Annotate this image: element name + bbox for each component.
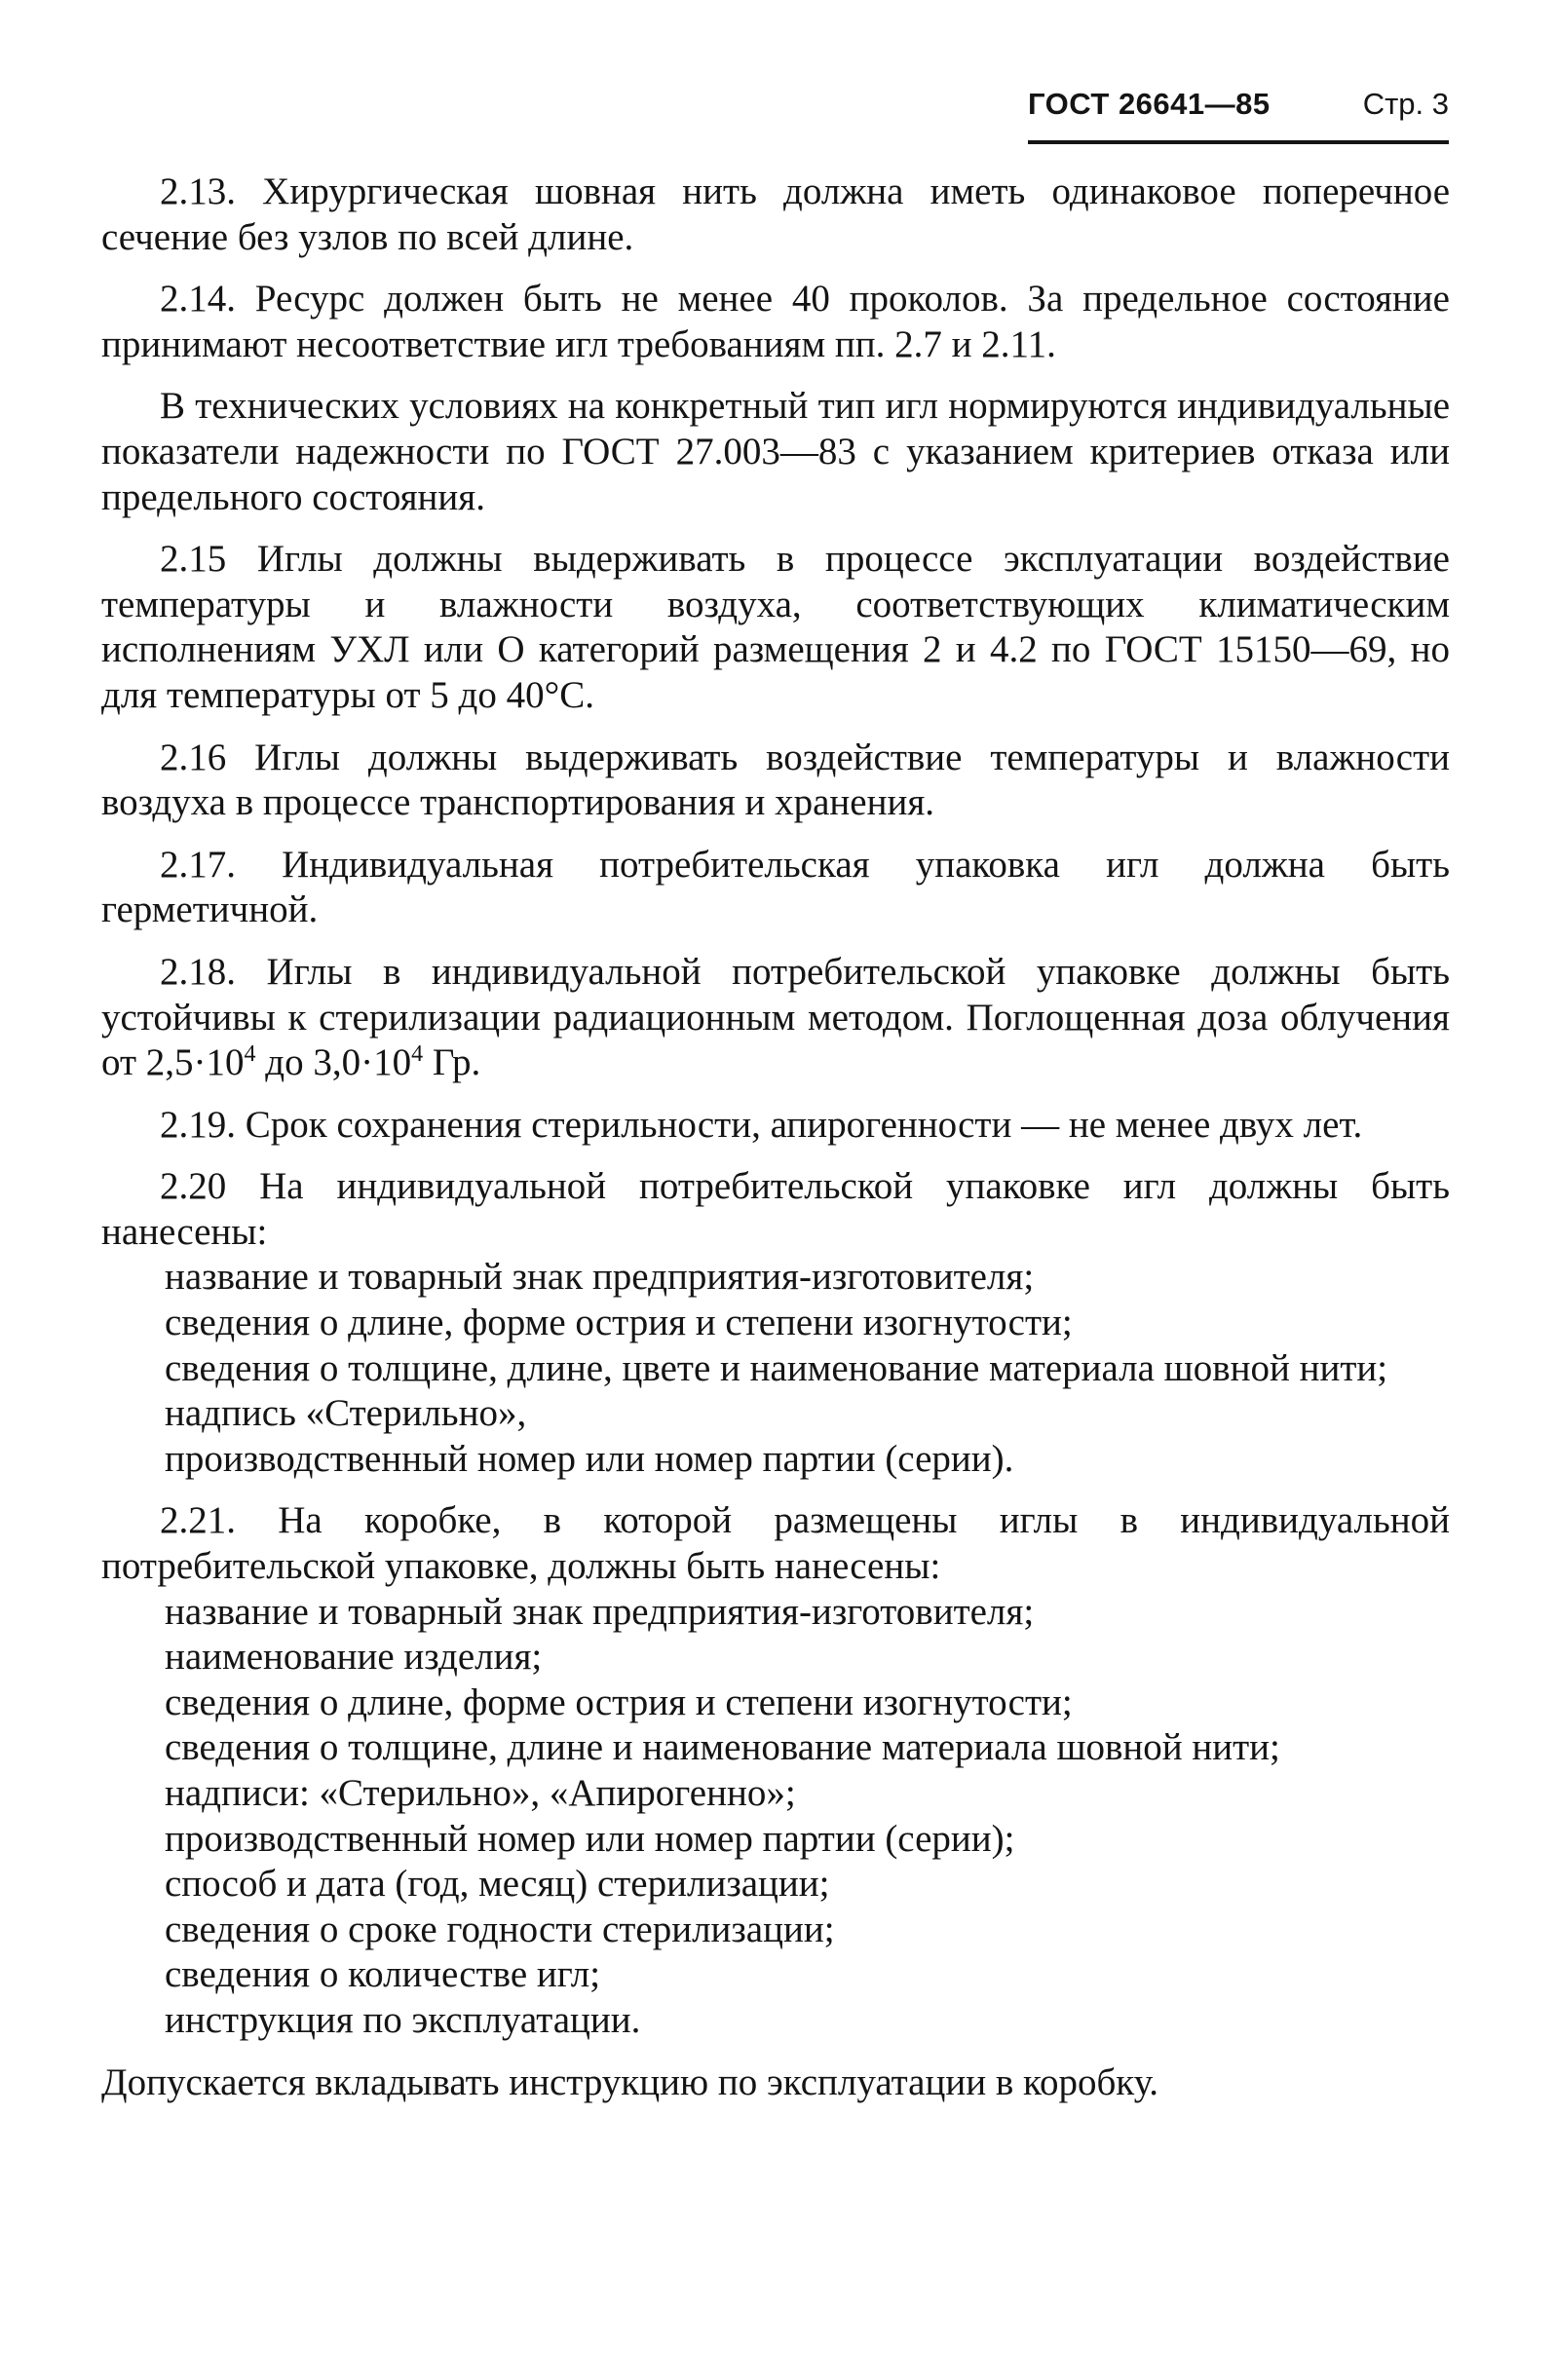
list-item: название и товарный знак предприятия-изготовителя;	[165, 1590, 1035, 1633]
exponent: 4	[411, 1041, 424, 1068]
exponent: 4	[244, 1041, 256, 1068]
clause-2-14: 2.14. Ресурс должен быть не менее 40 проколов. За предельное состояние принимают несоответствие игл требованиям пп. 2.7 и 2.11.	[101, 278, 1450, 365]
list-item: сведения о количестве игл;	[165, 1953, 601, 1996]
clause-2-18-lead: 2.18. Иглы в индивидуальной потребительской упаковке должны быть устойчивы к стерилизации радиационным методом. Поглощенная доза облучения от 2,5·10	[101, 950, 1450, 1084]
clause-2-18-tail: Гр.	[423, 1041, 481, 1084]
document-body	[101, 170, 1450, 2105]
clause-2-16: 2.16 Иглы должны выдерживать воздействие температуры и влажности воздуха в процессе транспортирования и хранения.	[101, 736, 1450, 824]
clause-2-18	[101, 950, 1450, 1086]
page-number: Стр. 3	[1362, 87, 1449, 121]
clause-2-21: 2.21. На коробке, в которой размещены иглы в индивидуальной потребительской упаковке, должны быть нанесены:	[101, 1499, 1450, 1588]
clause-2-18-mid: до 3,0·10	[255, 1041, 412, 1084]
list-item: способ и дата (год, месяц) стерилизации;	[165, 1863, 830, 1906]
clause-2-19: 2.19. Срок сохранения стерильности, апирогенности — не менее двух лет.	[160, 1103, 1363, 1146]
list-item: название и товарный знак предприятия-изготовителя;	[165, 1256, 1035, 1299]
list-item: инструкция по эксплуатации.	[165, 1998, 641, 2041]
list-item: сведения о толщине, длине, цвете и наименование материала шовной нити;	[165, 1346, 1388, 1389]
clause-2-13: 2.13. Хирургическая шовная нить должна иметь одинаковое поперечное сечение без узлов по всей длине.	[101, 170, 1450, 258]
list-item: наименование изделия;	[165, 1636, 543, 1679]
standard-code: ГОСТ 26641—85	[1028, 87, 1271, 121]
list-item: надпись «Стерильно»,	[165, 1392, 527, 1435]
list-item: сведения о толщине, длине и наименование материала шовной нити;	[165, 1726, 1280, 1769]
list-item: сведения о сроке годности стерилизации;	[165, 1908, 835, 1950]
list-item: надписи: «Стерильно», «Апирогенно»;	[165, 1772, 796, 1814]
page-header	[1028, 82, 1449, 144]
clause-2-21-closing: Допускается вкладывать инструкцию по эксплуатации в коробку.	[101, 2060, 1159, 2103]
clause-2-15: 2.15 Иглы должны выдерживать в процессе эксплуатации воздействие температуры и влажности воздуха, соответствующих климатическим исполнениям УХЛ или О категорий размещения 2 и 4.2 по ГОСТ 15150—69, но для температуры от 5 до 40°С.	[101, 538, 1450, 716]
list-item: сведения о длине, форме острия и степени изогнутости;	[165, 1302, 1073, 1344]
list-item: производственный номер или номер партии (серии).	[165, 1437, 1014, 1480]
clause-2-17: 2.17. Индивидуальная потребительская упаковка игл должна быть герметичной.	[101, 843, 1450, 931]
list-item: сведения о длине, форме острия и степени изогнутости;	[165, 1681, 1073, 1723]
clause-2-20: 2.20 На индивидуальной потребительской упаковке игл должны быть нанесены:	[101, 1165, 1450, 1253]
clause-2-14-note: В технических условиях на конкретный тип игл нормируются индивидуальные показатели надежности по ГОСТ 27.003—83 с указанием критериев отказа или предельного состояния.	[101, 385, 1450, 518]
list-item: производственный номер или номер партии (серии);	[165, 1817, 1015, 1860]
